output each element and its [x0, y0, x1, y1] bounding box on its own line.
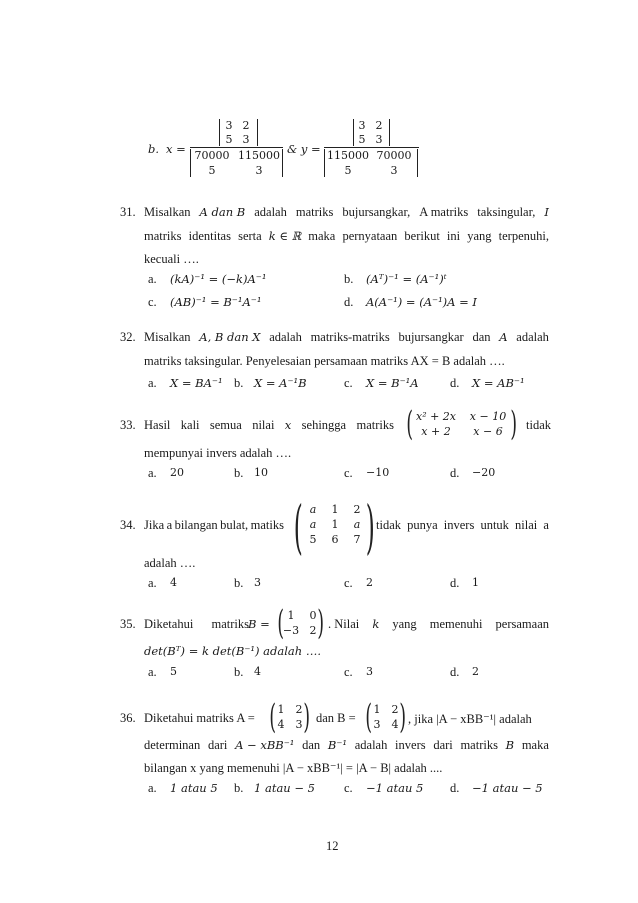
word: adalah — [254, 205, 287, 219]
det-cell: 115000 — [327, 149, 369, 162]
det-cell: 3 — [358, 119, 366, 132]
option-c: 2 — [366, 576, 373, 589]
y-equals: & y = — [287, 142, 321, 156]
word: Jika — [144, 518, 165, 532]
question-text-line — [144, 418, 394, 433]
det-cell: 70000 — [376, 149, 412, 162]
question-text-line — [144, 738, 549, 753]
option-label: b. — [234, 376, 244, 390]
matrix-cell: 2 — [295, 703, 303, 716]
option-b: 1 atau − 5 — [254, 781, 315, 795]
math-expr: A, B dan X — [199, 330, 261, 344]
option-label: b. — [234, 665, 244, 679]
word: memenuhi — [429, 617, 483, 631]
det-cell: 3 — [390, 164, 398, 177]
question-text-line: det(Bᵀ) = k det(B⁻¹) adalah …. — [144, 644, 321, 658]
option-c: 3 — [366, 665, 373, 678]
question-text-line — [144, 330, 549, 345]
option-b: 10 — [254, 466, 268, 479]
det-bar-right — [257, 119, 258, 146]
option-d: X = AB⁻¹ — [472, 376, 525, 390]
word: bulat, — [220, 518, 249, 532]
option-label: c. — [344, 665, 353, 679]
word: terpenuhi, — [498, 229, 549, 243]
det-bar-right — [417, 149, 418, 177]
matrix-cell: x + 2 — [421, 425, 451, 438]
matrix-paren-left: ( — [269, 697, 276, 737]
det-cell: 5 — [358, 133, 366, 146]
option-label: a. — [148, 466, 157, 480]
fraction-bar — [190, 147, 283, 148]
option-b: 4 — [254, 665, 261, 678]
word: berikut — [404, 229, 440, 243]
word: dari — [207, 738, 228, 752]
det-bar-left — [324, 149, 325, 177]
matrix-cell: x − 6 — [473, 425, 503, 438]
option-label: b. — [234, 466, 244, 480]
word: . Nilai — [328, 617, 360, 631]
word: matriks — [460, 738, 498, 752]
matrix-cell: x² + 2x — [415, 410, 457, 423]
option-label: a. — [148, 376, 157, 390]
option-label: a. — [148, 665, 157, 679]
math-expr: k ∈ ℝ — [268, 229, 302, 243]
matrix-cell: 1 — [331, 503, 339, 516]
det-cell: 70000 — [194, 149, 230, 162]
question-text-line: matriks taksingular. Penyelesaian persamaan matriks AX = B adalah …. — [144, 354, 505, 368]
math-expr: B — [505, 738, 515, 752]
fraction-bar — [324, 147, 419, 148]
option-label: c. — [148, 295, 157, 309]
word: a — [543, 518, 549, 532]
det-cell: 3 — [242, 133, 250, 146]
matrix-paren-right: ) — [399, 697, 406, 737]
matrix-paren-right: ) — [303, 697, 310, 737]
det-cell: 2 — [375, 119, 383, 132]
option-label: b. — [148, 142, 160, 156]
matrix-cell: 3 — [295, 718, 303, 731]
math-expr: B⁻¹ — [327, 738, 348, 752]
b-equals: B = — [248, 617, 270, 631]
matrix-cell: a — [353, 518, 361, 531]
matrix-cell: 1 — [277, 703, 285, 716]
matrix-cell: 2 — [391, 703, 399, 716]
matrix-cell: 6 — [331, 533, 339, 546]
word: yang — [392, 617, 417, 631]
option-label: d. — [344, 295, 354, 309]
det-cell: 3 — [225, 119, 233, 132]
word: untuk — [480, 518, 509, 532]
option-a: 5 — [170, 665, 177, 678]
det-bar-left — [353, 119, 354, 146]
word: maka — [308, 229, 336, 243]
det-cell: 5 — [344, 164, 352, 177]
question-number: 34. — [120, 518, 136, 532]
question-text-line — [376, 518, 549, 533]
det-bar-left — [190, 149, 191, 177]
option-d: −1 atau − 5 — [472, 781, 543, 795]
matrix-cell: 3 — [373, 718, 381, 731]
option-c: −10 — [366, 466, 390, 479]
matrix-paren-left: ( — [293, 493, 303, 561]
option-a: 4 — [170, 576, 177, 589]
word: bujursangkar — [398, 330, 464, 344]
page-number: 12 — [326, 839, 339, 853]
det-bar-right — [389, 119, 390, 146]
matrix-paren-left: ( — [277, 603, 284, 643]
option-label: a. — [148, 576, 157, 590]
question-text: , jika |A − xBB⁻¹| adalah — [408, 712, 532, 726]
det-cell: 5 — [208, 164, 216, 177]
math-expr: A dan B — [199, 205, 246, 219]
option-c: X = B⁻¹A — [366, 376, 419, 390]
word: invers — [395, 738, 426, 752]
matrix-cell: 1 — [373, 703, 381, 716]
question-text: Diketahui matriks A = — [144, 711, 255, 725]
matrix-cell: a — [309, 518, 317, 531]
word: bilangan — [174, 518, 218, 532]
word: pernyataan — [342, 229, 398, 243]
word: persamaan — [495, 617, 549, 631]
word: ini — [446, 229, 461, 243]
word: kali — [180, 418, 200, 432]
matrix-cell: 4 — [391, 718, 399, 731]
option-label: a. — [148, 781, 157, 795]
option-b: (Aᵀ)⁻¹ = (A⁻¹)ᵗ — [366, 272, 447, 286]
option-label: c. — [344, 466, 353, 480]
matrix-paren-right: ) — [365, 493, 375, 561]
matrix-paren-right: ) — [510, 404, 517, 444]
word: A matriks — [419, 205, 469, 219]
word: matriks — [144, 229, 182, 243]
option-a: X = BA⁻¹ — [170, 376, 223, 390]
question-number: 33. — [120, 418, 136, 432]
option-d: A(A⁻¹) = (A⁻¹)A = I — [366, 295, 477, 309]
x-equals: x = — [166, 142, 186, 156]
math-expr: A — [499, 330, 508, 344]
word: dan — [302, 738, 321, 752]
word: nilai — [515, 518, 538, 532]
word: Misalkan — [144, 330, 191, 344]
option-b: X = A⁻¹B — [254, 376, 307, 390]
matrix-cell: 4 — [277, 718, 285, 731]
word: tidak — [526, 418, 551, 432]
option-d: −20 — [472, 466, 496, 479]
det-bar-left — [219, 119, 220, 146]
matrix-paren-right: ) — [317, 603, 324, 643]
matrix-cell: 1 — [287, 609, 295, 622]
det-cell: 115000 — [238, 149, 280, 162]
matrix-cell: 2 — [309, 624, 317, 637]
question-number: 35. — [120, 617, 136, 631]
word: bujursangkar, — [342, 205, 411, 219]
matrix-cell: 1 — [331, 518, 339, 531]
option-label: c. — [344, 781, 353, 795]
option-c: −1 atau 5 — [366, 781, 424, 795]
word: matriks — [211, 617, 249, 631]
question-text-line — [144, 205, 549, 220]
word: punya — [407, 518, 438, 532]
word: invers — [443, 518, 475, 532]
option-a: 1 atau 5 — [170, 781, 218, 795]
option-c: (AB)⁻¹ = B⁻¹A⁻¹ — [170, 295, 262, 309]
matrix-paren-left: ( — [406, 404, 413, 444]
word: determinan — [144, 738, 201, 752]
word: identitas — [188, 229, 231, 243]
word: tidak — [376, 518, 401, 532]
option-label: b. — [234, 576, 244, 590]
word: adalah — [354, 738, 388, 752]
question-text-line: adalah …. — [144, 556, 196, 570]
matrix-cell: 2 — [353, 503, 361, 516]
option-a: 20 — [170, 466, 184, 479]
word: Diketahui — [144, 617, 194, 631]
option-b: 3 — [254, 576, 261, 589]
question-number: 32. — [120, 330, 136, 344]
word: serta — [238, 229, 262, 243]
matrix-paren-left: ( — [365, 697, 372, 737]
matrix-cell: a — [309, 503, 317, 516]
option-label: a. — [148, 272, 157, 286]
det-bar-right — [282, 149, 283, 177]
question-number: 31. — [120, 205, 136, 219]
word: adalah — [269, 330, 302, 344]
question-text-line — [144, 617, 249, 632]
option-label: d. — [450, 576, 460, 590]
det-cell: 2 — [242, 119, 250, 132]
question-text: dan B = — [316, 711, 356, 725]
matrix-cell: 5 — [309, 533, 317, 546]
word: sehingga — [301, 418, 347, 432]
word: dan — [472, 330, 491, 344]
question-text-line — [144, 518, 284, 533]
word: a — [166, 518, 173, 532]
word: matriks — [295, 205, 334, 219]
math-expr: A − xBB⁻¹ — [235, 738, 295, 752]
option-label: c. — [344, 376, 353, 390]
word: nilai — [252, 418, 275, 432]
option-label: b. — [344, 272, 354, 286]
word: semua — [209, 418, 242, 432]
word: matriks — [356, 418, 394, 432]
det-cell: 3 — [375, 133, 383, 146]
math-expr: k — [372, 617, 380, 631]
question-text-line: mempunyai invers adalah …. — [144, 446, 292, 460]
option-label: d. — [450, 665, 460, 679]
question-text-line — [144, 229, 549, 244]
option-label: c. — [344, 576, 353, 590]
math-expr: I — [544, 205, 549, 219]
option-label: d. — [450, 781, 460, 795]
word: adalah — [516, 330, 549, 344]
word: matriks-matriks — [310, 330, 390, 344]
matrix-cell: 0 — [309, 609, 317, 622]
question-text-line: kecuali …. — [144, 252, 199, 266]
question-text-line: bilangan x yang memenuhi |A − xBB⁻¹| = |A − B| adalah .... — [144, 761, 443, 775]
matrix-cell: 7 — [353, 533, 361, 546]
option-label: d. — [450, 466, 460, 480]
det-cell: 5 — [225, 133, 233, 146]
option-a: (kA)⁻¹ = (−k)A⁻¹ — [170, 272, 267, 286]
word: yang — [467, 229, 492, 243]
word: matiks — [250, 518, 284, 532]
matrix-cell: −3 — [282, 624, 300, 637]
option-d: 1 — [472, 576, 479, 589]
matrix-cell: x − 10 — [469, 410, 507, 423]
option-label: b. — [234, 781, 244, 795]
word: maka — [521, 738, 549, 752]
word: dari — [433, 738, 453, 752]
option-d: 2 — [472, 665, 479, 678]
word: Misalkan — [144, 205, 191, 219]
math-expr: x — [284, 418, 292, 432]
word: Hasil — [144, 418, 171, 432]
word: taksingular, — [477, 205, 536, 219]
question-number: 36. — [120, 711, 136, 725]
question-text-line — [328, 617, 549, 632]
option-label: d. — [450, 376, 460, 390]
det-cell: 3 — [255, 164, 263, 177]
